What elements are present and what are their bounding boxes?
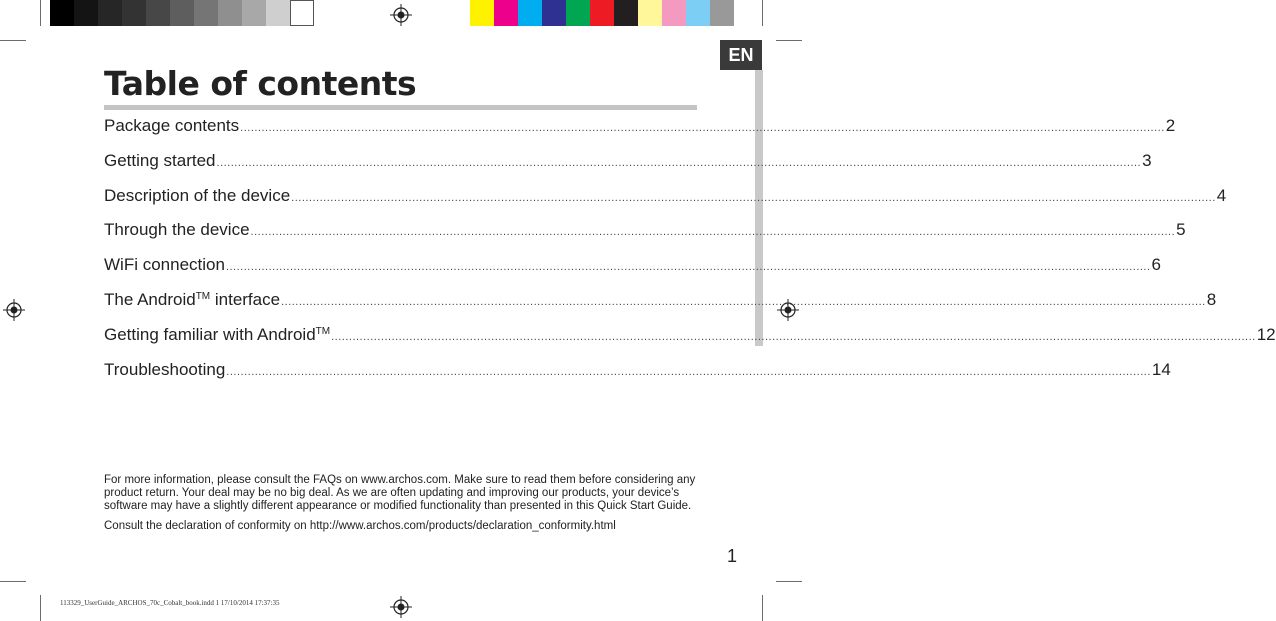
toc-entry[interactable] [104,289,1217,325]
page-title: Table of contents [104,64,417,103]
toc-entry-page: 2 [1165,116,1176,135]
toc-leader-dots: .................................................................................................................................................................................................................................................................... [331,330,1256,343]
toc-entry-label: Getting familiar with Android™ [104,324,331,344]
gray-swatch [194,0,218,26]
toc-entry[interactable] [104,116,1176,151]
info-paragraph: For more information, please consult the FAQs on www.archos.com. Make sure to read them before considering any product return. Your deal may be no big deal. As we are often updating and improving our products, your device’s software may have a slightly different appearance or modified functionality than presented in this Quick Start Guide. [104,474,696,512]
table-of-contents [104,116,1276,394]
toc-entry[interactable] [104,185,1227,221]
gray-swatch [146,0,170,26]
toc-entry-label: The Android™ interface [104,289,281,309]
color-swatch [686,0,710,26]
grayscale-bar [50,0,314,26]
toc-entry-label: Package contents [104,116,240,135]
gray-swatch [266,0,290,26]
color-swatch [590,0,614,26]
gray-swatch [74,0,98,26]
toc-entry-page: 5 [1176,220,1186,240]
color-swatch [614,0,638,26]
color-swatch [710,0,734,26]
toc-entry[interactable] [104,324,1276,360]
color-swatch [542,0,566,26]
gray-swatch [98,0,122,26]
toc-entry-page: 3 [1142,150,1152,170]
toc-entry-label: WiFi connection [104,255,225,275]
crop-mark [776,40,802,41]
color-swatch [662,0,686,26]
crop-mark [40,595,41,621]
toc-entry-label: Troubleshooting [104,359,226,379]
gray-swatch [242,0,266,26]
toc-leader-dots: .................................................................................................................................................................................................................................................................... [291,191,1216,204]
toc-leader-dots: .................................................................................................................................................................................................................................................................... [225,261,1151,274]
toc-entry[interactable] [104,255,1162,290]
gray-swatch [290,0,314,26]
toc-entry-page: 8 [1206,289,1217,309]
footer-notes [104,474,724,540]
toc-leader-dots: .................................................................................................................................................................................................................................................................... [250,226,1176,239]
gray-swatch [122,0,146,26]
registration-mark-icon [390,596,412,618]
crop-mark [40,0,41,26]
color-swatch [518,0,542,26]
toc-leader-dots: .................................................................................................................................................................................................................................................................... [216,156,1142,169]
language-tab: EN [720,40,762,70]
color-swatch [566,0,590,26]
registration-mark-icon [3,299,25,321]
crop-mark [0,581,26,582]
color-swatch [470,0,494,26]
toc-leader-dots: .................................................................................................................................................................................................................................................................... [226,365,1151,378]
toc-entry-page: 12 [1256,324,1276,344]
registration-mark-icon [390,4,412,26]
toc-entry-page: 4 [1216,185,1227,205]
toc-entry-label: Description of the device [104,185,291,205]
toc-leader-dots: .................................................................................................................................................................................................................................................................... [240,122,1165,134]
gray-swatch [50,0,74,26]
toc-leader-dots: .................................................................................................................................................................................................................................................................... [281,295,1206,308]
crop-mark [762,595,763,621]
crop-mark [0,40,26,41]
conformity-paragraph: Consult the declaration of conformity on http://www.archos.com/products/declaration_conformity.html [104,520,616,532]
toc-entry-page: 14 [1151,359,1171,379]
toc-entry-page: 6 [1151,255,1162,275]
toc-entry[interactable] [104,220,1186,255]
toc-entry[interactable] [104,150,1152,186]
toc-entry-label: Getting started [104,150,216,170]
toc-entry[interactable] [104,359,1171,395]
color-swatch [638,0,662,26]
gray-swatch [218,0,242,26]
color-bar [470,0,734,26]
color-swatch [494,0,518,26]
gray-swatch [170,0,194,26]
title-divider [104,105,697,110]
crop-mark [762,0,763,26]
crop-mark [776,581,802,582]
trademark-mark: TM [315,325,331,337]
page-number: 1 [727,546,738,566]
toc-entry-label: Through the device [104,220,250,240]
trademark-mark: TM [195,290,211,302]
print-slug: 113329_UserGuide_ARCHOS_70c_Cobalt_book.indd 1 17/10/2014 17:37:35 [60,599,280,607]
